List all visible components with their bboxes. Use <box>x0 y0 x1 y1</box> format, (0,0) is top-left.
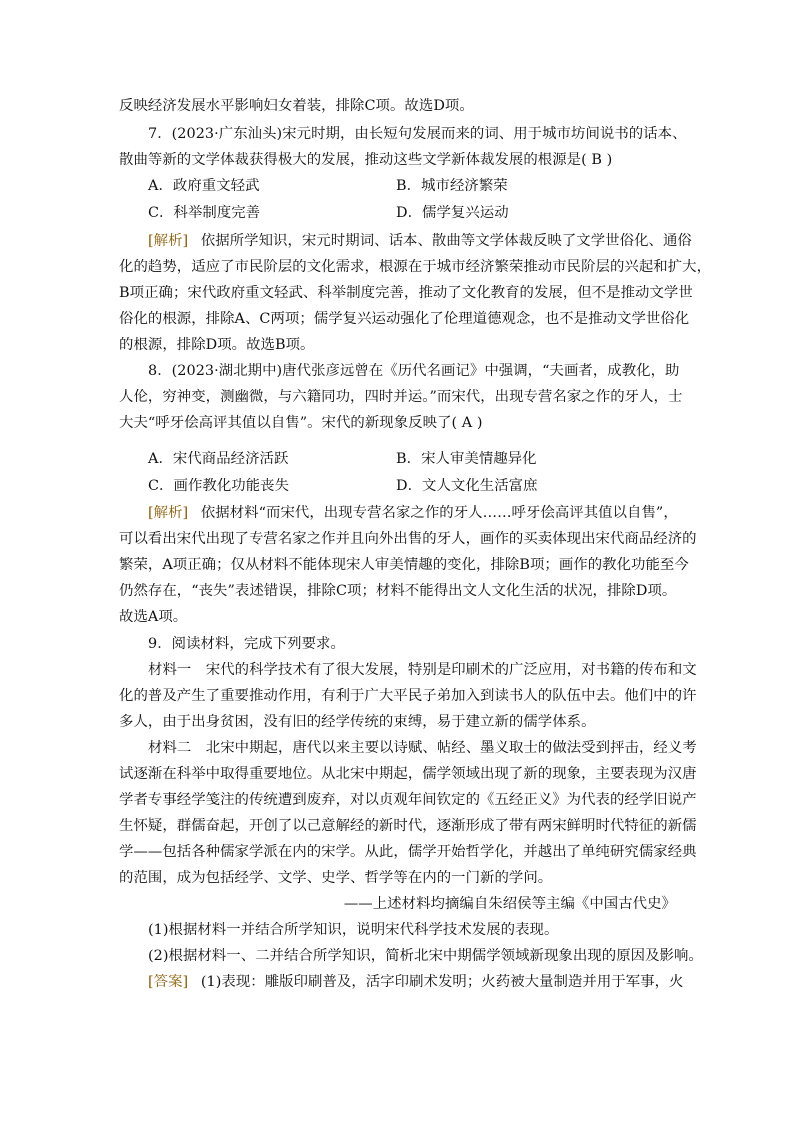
text-line: 生怀疑，群儒奋起，开创了以己意解经的新时代，逐渐形成了带有两宋鲜明时代特征的新儒 <box>119 818 697 834</box>
text-line: B项正确；宋代政府重文轻武、科举制度完善，推动了文化教育的发展，但不是推动文学世 <box>119 285 693 301</box>
requirement-2: (2)根据材料一、二并结合所学知识，简析北宋中期儒学领域新现象出现的原因及影响。 <box>148 948 703 964</box>
text-line: 多人，由于出身贫困，没有旧的经学传统的束缚，易于建立新的儒学体系。 <box>119 714 596 730</box>
text-line: 反映经济发展水平影响妇女着装，排除C项。故选D项。 <box>119 98 474 114</box>
text-line: 学者专事经学笺注的传统遭到废弃，对以贞观年间钦定的《五经正义》为代表的经学旧说产 <box>119 792 697 808</box>
question-9-stem: 9．阅读材料，完成下列要求。 <box>148 636 345 652</box>
text-line: 人伦，穷神变，测幽微，与六籍同功，四时并运。”而宋代，出现专营名家之作的牙人，士 <box>119 389 683 405</box>
answer-line <box>148 972 684 992</box>
option-b: B．城市经济繁荣 <box>396 178 508 194</box>
material-two: 材料二 北宋中期起，唐代以来主要以诗赋、帖经、墨义取士的做法受到抨击，经义考 <box>148 740 697 756</box>
answer-tag: [答案] <box>148 974 189 990</box>
option-c: C．画作教化功能丧失 <box>148 478 290 494</box>
analysis-text: 依据材料“而宋代，出现专营名家之作的牙人……呼牙侩高评其值以自售”， <box>200 505 678 521</box>
text-line: 化的普及产生了重要推动作用，有利于广大平民子弟加入到读书人的队伍中去。他们中的许 <box>119 688 697 704</box>
analysis-tag: [解析] <box>148 233 189 249</box>
analysis-line <box>148 503 679 523</box>
question-8-stem: 8．(2023·湖北期中)唐代张彦远曾在《历代名画记》中强调，“夫画者，成教化，助 <box>148 363 680 379</box>
analysis-tag: [解析] <box>148 505 189 521</box>
text-line: 化的趋势，适应了市民阶层的文化需求，根源在于城市经济繁荣推动市民阶层的兴起和扩大， <box>119 259 712 275</box>
analysis-line <box>148 231 692 251</box>
answer-text: (1)表现：雕版印刷普及，活字印刷术发明；火药被大量制造并用于军事，火 <box>200 974 684 990</box>
text-line: 俗化的根源，排除A、C两项；儒学复兴运动强化了伦理道德观念，也不是推动文学世俗化 <box>119 311 690 327</box>
option-a: A．政府重文轻武 <box>148 178 260 194</box>
text-line: 的范围，成为包括经学、文学、史学、哲学等在内的一门新的学问。 <box>119 870 553 886</box>
text-line: 散曲等新的文学体裁获得极大的发展，推动这些文学新体裁发展的根源是( B ) <box>119 152 613 168</box>
text-line: 繁荣，A项正确；仅从材料不能体现宋人审美情趣的变化，排除B项；画作的教化功能至今 <box>119 557 689 573</box>
text-line: 仍然存在，“丧失”表述错误，排除C项；材料不能得出文人文化生活的状况，排除D项。 <box>119 583 677 599</box>
option-d: D．儒学复兴运动 <box>396 205 509 221</box>
material-one: 材料一 宋代的科学技术有了很大发展，特别是印刷术的广泛应用，对书籍的传布和文 <box>148 662 697 678</box>
option-a: A．宋代商品经济活跃 <box>148 451 289 467</box>
text-line: 试逐渐在科举中取得重要地位。从北宋中期起，儒学领域出现了新的现象，主要表现为汉唐 <box>119 766 697 782</box>
option-d: D．文人文化生活富庶 <box>396 478 538 494</box>
text-line: 学——包括各种儒家学派在内的宋学。从此，儒学开始哲学化，并越出了单纯研究儒家经典 <box>119 844 697 860</box>
requirement-1: (1)根据材料一并结合所学知识，说明宋代科学技术发展的表现。 <box>148 922 559 938</box>
question-7-stem: 7．(2023·广东汕头)宋元时期，由长短句发展而来的词、用于城市坊间说书的话本、 <box>148 126 687 142</box>
text-line: 的根源，排除D项。故选B项。 <box>119 337 315 353</box>
source-citation: ——上述材料均摘编自朱绍侯等主编《中国古代史》 <box>343 896 676 912</box>
analysis-text: 依据所学知识，宋元时期词、话本、散曲等文学体裁反映了文学世俗化、通俗 <box>200 233 692 249</box>
text-line: 大夫“呼牙侩高评其值以自售”。宋代的新现象反映了( A ) <box>119 415 483 431</box>
text-line: 可以看出宋代出现了专营名家之作并且向外出售的牙人，画作的买卖体现出宋代商品经济的 <box>119 531 697 547</box>
option-b: B．宋人审美情趣异化 <box>396 451 537 467</box>
text-line: 故选A项。 <box>119 609 188 625</box>
option-c: C．科举制度完善 <box>148 205 261 221</box>
